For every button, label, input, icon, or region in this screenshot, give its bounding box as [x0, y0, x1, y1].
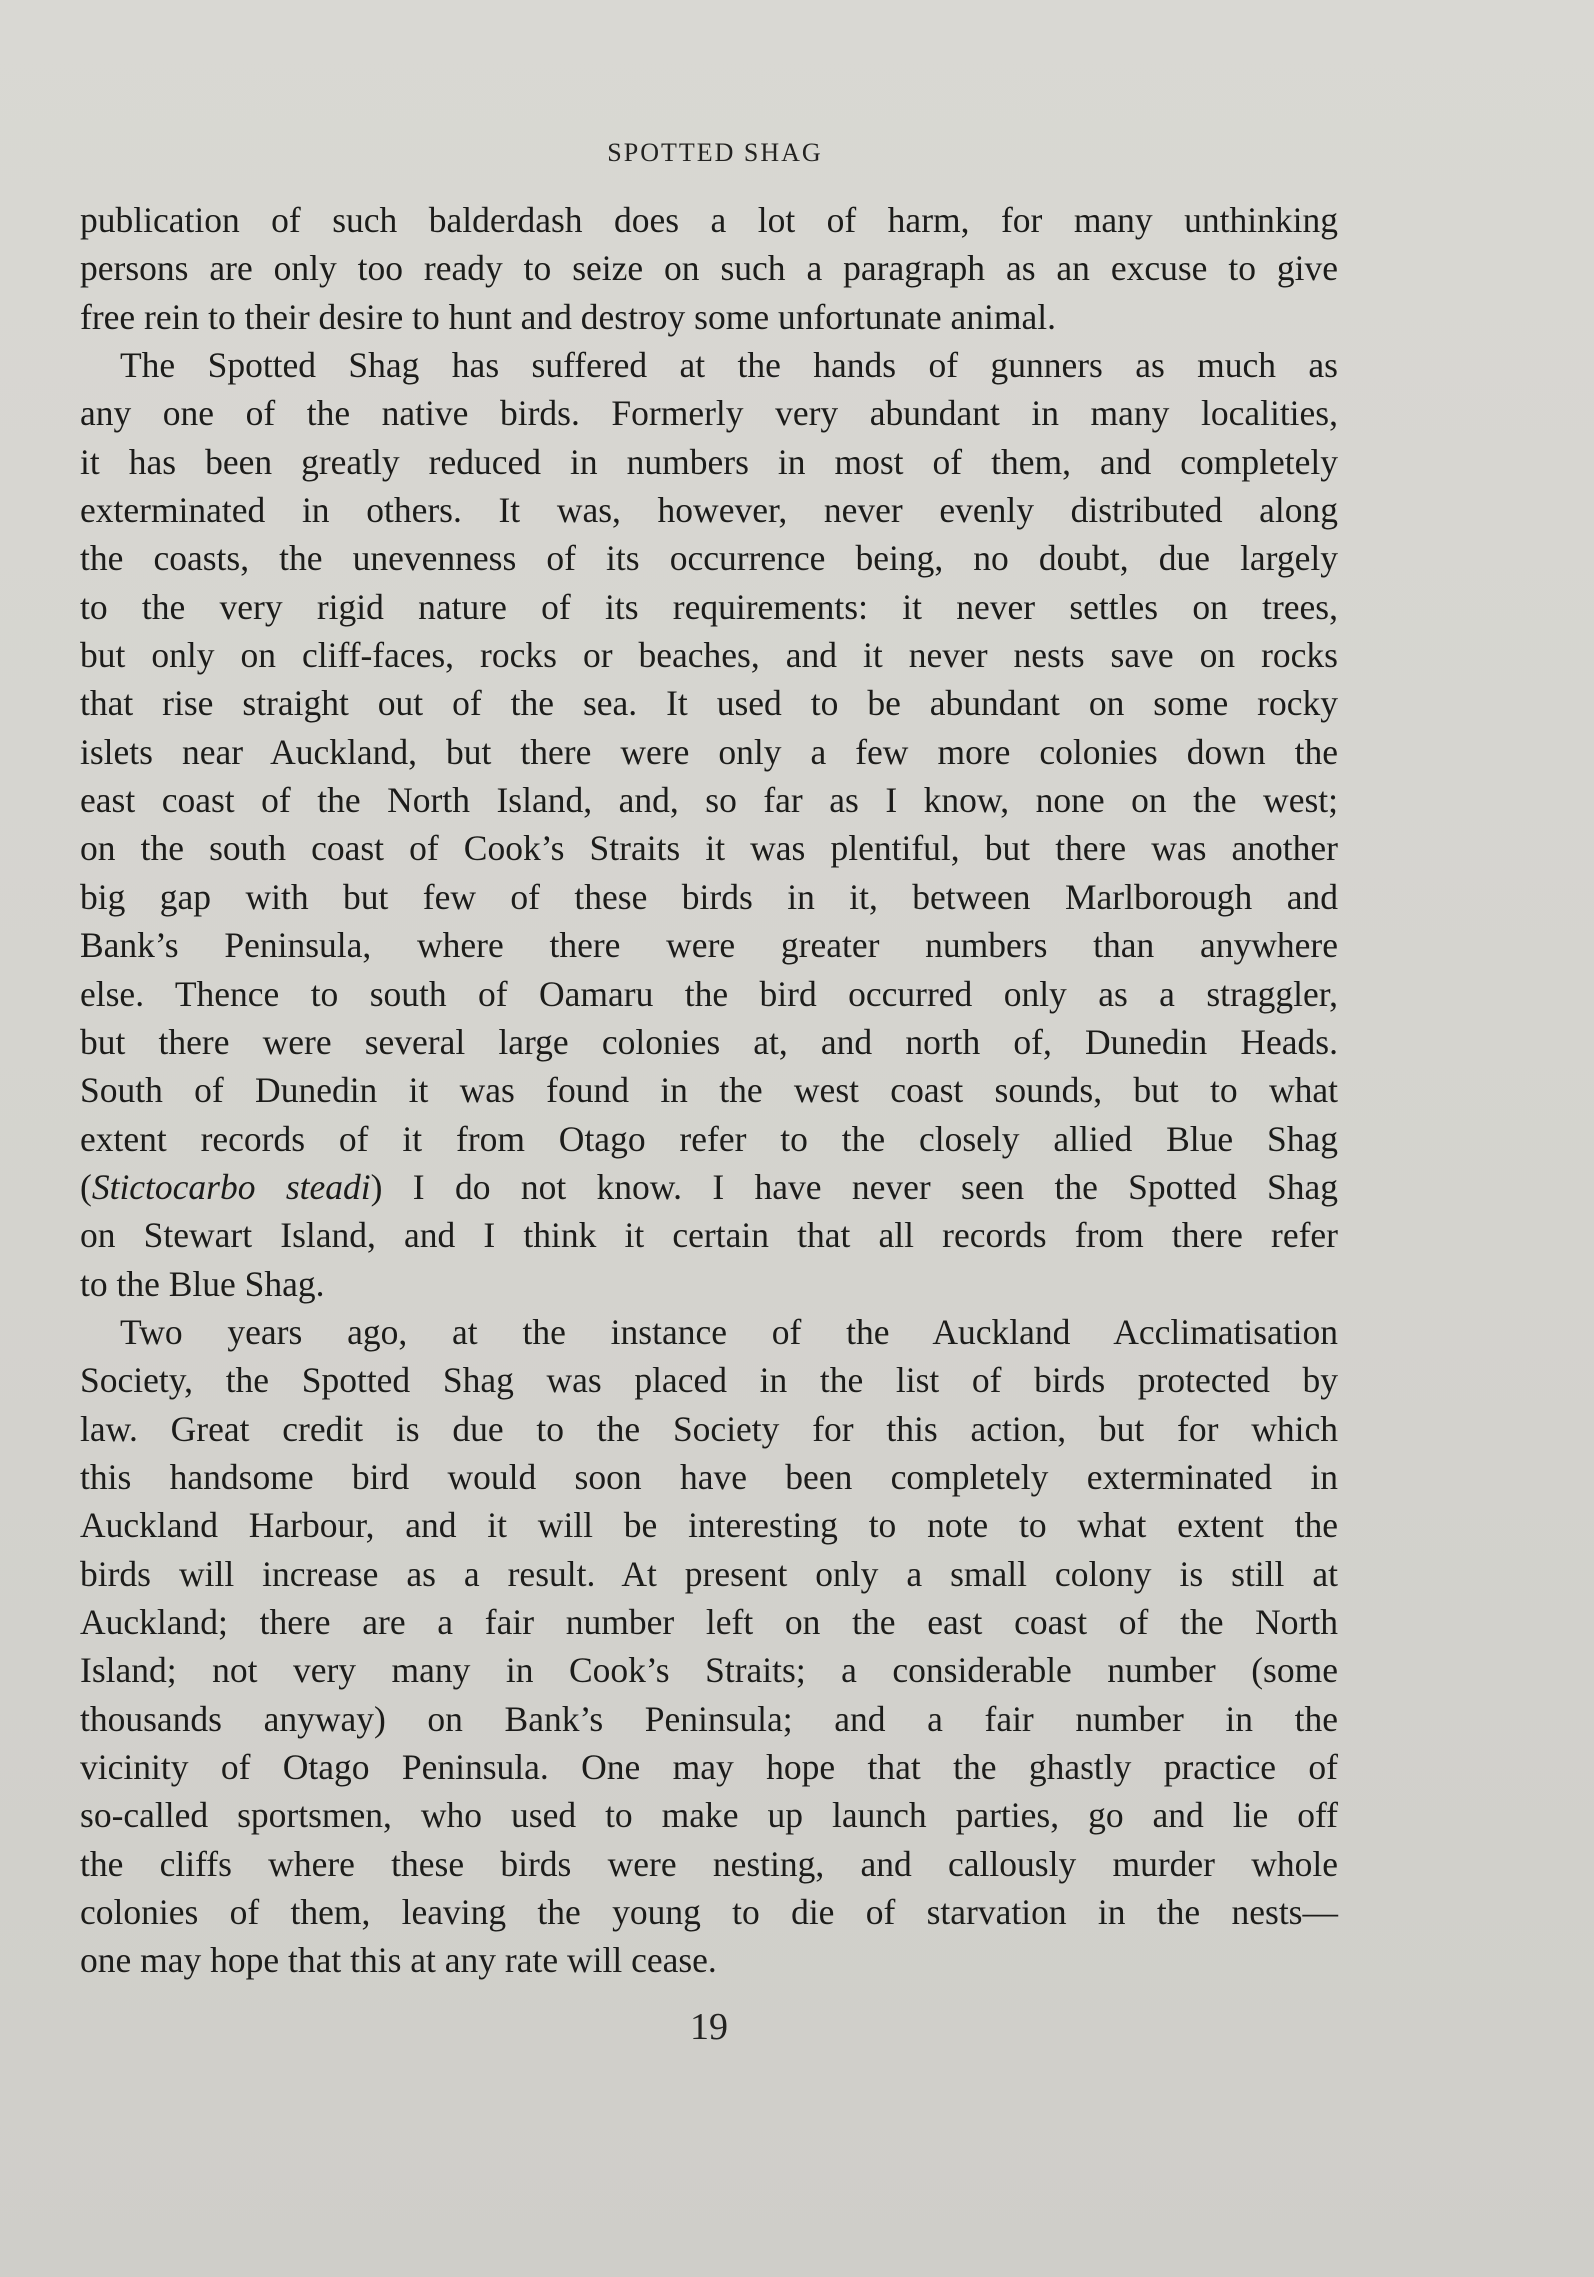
text-line: persons are only too ready to seize on such a paragraph as an excuse to give: [80, 248, 1338, 289]
text-line: Society, the Spotted Shag was placed in the list of birds protected by: [80, 1360, 1338, 1401]
page-number: 19: [690, 2006, 728, 2048]
paragraph: [80, 341, 1338, 1308]
text-line: free rein to their desire to hunt and destroy some unfortunate animal.: [80, 296, 1056, 337]
text-line: South of Dunedin it was found in the west coast sounds, but to what: [80, 1070, 1338, 1111]
text-line: extent records of it from Otago refer to the closely allied Blue Shag: [80, 1118, 1338, 1159]
text-line: any one of the native birds. Formerly very abundant in many localities,: [80, 393, 1338, 434]
text-line: the cliffs where these birds were nesting, and callously murder whole: [80, 1843, 1338, 1884]
text-line: publication of such balderdash does a lot of harm, for many unthinking: [80, 200, 1338, 240]
text-line: but only on cliff-faces, rocks or beaches, and it never nests save on rocks: [80, 635, 1338, 676]
open-paren: (: [80, 1166, 92, 1207]
text-line: else. Thence to south of Oamaru the bird occurred only as a straggler,: [80, 973, 1338, 1014]
text-line: to the Blue Shag.: [80, 1263, 325, 1304]
text-line: so-called sportsmen, who used to make up launch parties, go and lie off: [80, 1795, 1338, 1836]
text-line: but there were several large colonies at, and north of, Dunedin Heads.: [80, 1021, 1338, 1062]
text-line: east coast of the North Island, and, so far as I know, none on the west;: [80, 780, 1338, 821]
text-line: to the very rigid nature of its requirements: it never settles on trees,: [80, 586, 1338, 627]
text-line: on the south coast of Cook’s Straits it was plentiful, but there was another: [80, 828, 1338, 869]
text-line: on Stewart Island, and I think it certain that all records from there refer: [80, 1215, 1338, 1256]
paragraph: [80, 1308, 1338, 1985]
text-line: colonies of them, leaving the young to die of starvation in the nests—: [80, 1892, 1338, 1933]
running-head: SPOTTED SHAG: [607, 138, 823, 167]
text-line: birds will increase as a result. At present only a small colony is still at: [80, 1553, 1338, 1594]
text-line: it has been greatly reduced in numbers in most of them, and completely: [80, 441, 1338, 482]
body-text: [80, 196, 1338, 1985]
text-line: Auckland; there are a fair number left on the east coast of the North: [80, 1601, 1338, 1642]
text-line: Two years ago, at the instance of the Auckland Acclimatisation: [120, 1311, 1338, 1352]
text-line: big gap with but few of these birds in it, between Marlborough and: [80, 876, 1338, 917]
text-line: law. Great credit is due to the Society for this action, but for which: [80, 1408, 1338, 1449]
text-line: The Spotted Shag has suffered at the hands of gunners as much as: [120, 345, 1338, 386]
text-line: one may hope that this at any rate will cease.: [80, 1940, 717, 1981]
text-line: Auckland Harbour, and it will be interesting to note to what extent the: [80, 1505, 1338, 1546]
species-name: Stictocarbo steadi: [91, 1166, 371, 1207]
text-line: vicinity of Otago Peninsula. One may hope that the ghastly practice of: [80, 1747, 1338, 1787]
text-line: exterminated in others. It was, however, never evenly distributed along: [80, 490, 1338, 531]
line-remainder: ) I do not know. I have never seen the Spotted Shag: [370, 1166, 1338, 1207]
text-line: Bank’s Peninsula, where there were greater numbers than anywhere: [80, 925, 1338, 966]
text-line: this handsome bird would soon have been completely exterminated in: [80, 1456, 1338, 1497]
text-line: Island; not very many in Cook’s Straits; a considerable number (some: [80, 1650, 1338, 1691]
text-line: that rise straight out of the sea. It used to be abundant on some rocky: [80, 683, 1338, 724]
text-line: thousands anyway) on Bank’s Peninsula; and a fair number in the: [80, 1698, 1338, 1739]
text-line-with-species-name: [80, 1163, 1338, 1211]
text-line: islets near Auckland, but there were only a few more colonies down the: [80, 731, 1338, 772]
text-line: the coasts, the unevenness of its occurrence being, no doubt, due largely: [80, 538, 1338, 579]
paragraph: [80, 196, 1338, 341]
